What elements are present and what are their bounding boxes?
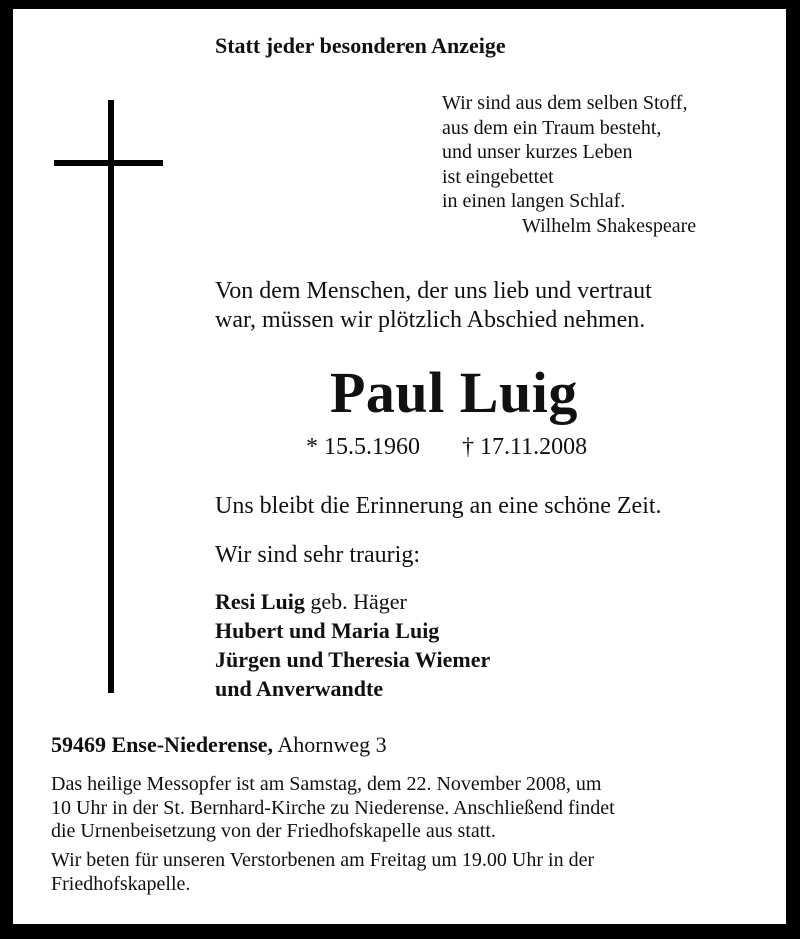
cross-horizontal-bar [54, 160, 163, 166]
family-member-name: und Anverwandte [215, 676, 384, 701]
maiden-name: geb. Häger [304, 589, 407, 614]
family-member-name: Hubert und Maria Luig [215, 618, 440, 643]
service-info [51, 773, 615, 844]
quote-line: Wir sind aus dem selben Stoff, [442, 92, 688, 114]
address-city: 59469 Ense-Niederense, [51, 732, 274, 757]
quote-line: ist eingebettet [442, 165, 554, 188]
quote-block [442, 91, 696, 238]
service-line: die Urnenbeisetzung von der Friedhofskapelle aus statt. [51, 820, 496, 842]
life-dates [306, 434, 587, 461]
family-member-name: Jürgen und Theresia Wiemer [215, 647, 491, 672]
quote-author: Wilhelm Shakespeare [522, 214, 697, 237]
intro-text [215, 277, 652, 335]
intro-line: war, müssen wir plötzlich Abschied nehmen. [215, 307, 646, 333]
family-member [215, 587, 490, 616]
prayer-info [51, 849, 594, 896]
memory-line: Uns bleibt die Erinnerung an eine schöne Zeit. [215, 493, 662, 519]
prayer-line: Friedhofskapelle. [51, 872, 191, 895]
family-member [215, 645, 490, 674]
service-line: Das heilige Messopfer ist am Samstag, dem 22. November 2008, um [51, 773, 602, 795]
mourning-line: Wir sind sehr traurig: [215, 542, 420, 568]
deceased-name: Paul Luig [330, 360, 578, 425]
notice-header: Statt jeder besonderen Anzeige [215, 33, 506, 58]
quote-line: aus dem ein Traum besteht, [442, 116, 662, 139]
service-line: 10 Uhr in der St. Bernhard-Kirche zu Niederense. Anschließend findet [51, 796, 615, 819]
birth-date: * 15.5.1960 [306, 434, 420, 460]
address [51, 732, 387, 758]
address-street: Ahornweg 3 [273, 732, 387, 757]
obituary-notice [13, 9, 786, 924]
family-list [215, 587, 490, 703]
quote-line: und unser kurzes Leben [442, 141, 633, 163]
family-member-name: Resi Luig [215, 589, 305, 614]
prayer-line: Wir beten für unseren Verstorbenen am Freitag um 19.00 Uhr in der [51, 849, 595, 871]
intro-line: Von dem Menschen, der uns lieb und vertraut [215, 278, 652, 304]
family-member [215, 616, 490, 645]
cross-vertical-bar [108, 100, 114, 693]
family-member [215, 674, 490, 703]
quote-line: in einen langen Schlaf. [442, 190, 626, 212]
death-date: † 17.11.2008 [462, 434, 588, 460]
